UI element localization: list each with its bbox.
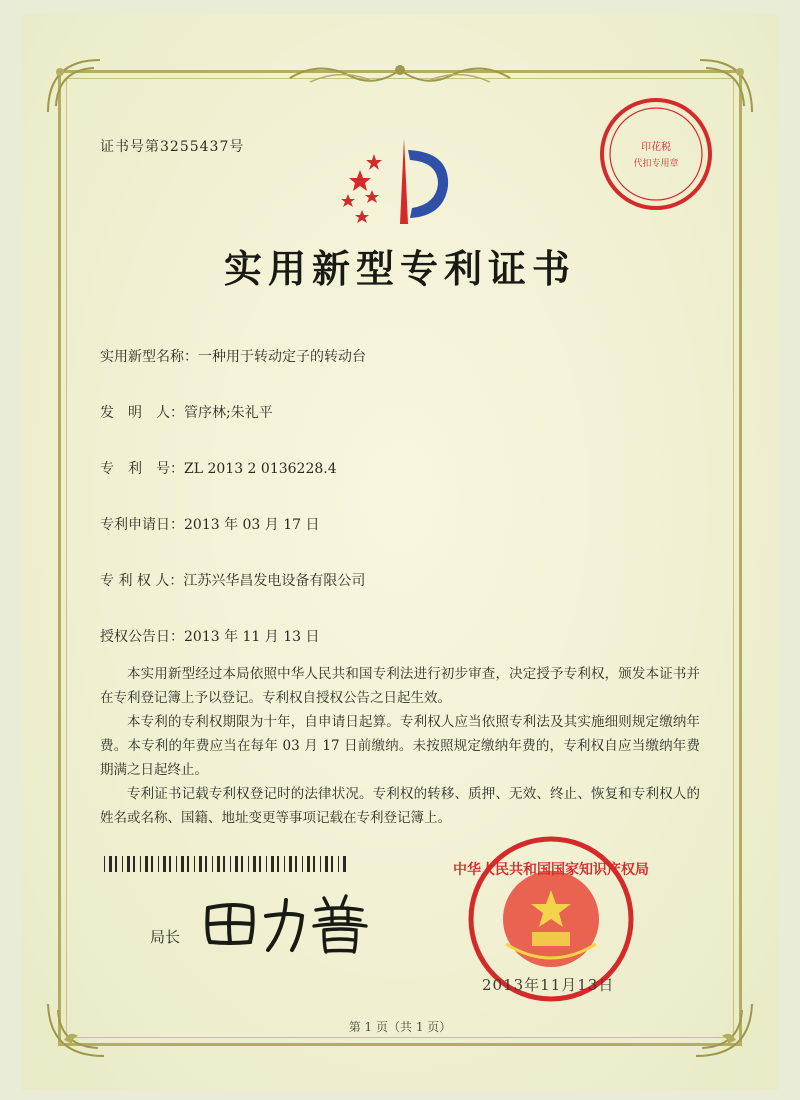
svg-text:印花税: 印花税 [641, 142, 671, 153]
field-patent-number [100, 458, 337, 478]
body-paragraph: 本专利的专利权期限为十年，自申请日起算。专利权人应当依照专利法及其实施细则规定缴纳年费。本专利的年费应当在每年 03 月 17 日前缴纳。未按照规定缴纳年费的，专利权自应当缴纳年费期满之日起终止。 [100, 714, 700, 778]
top-ornament [280, 58, 520, 92]
certificate-number-suffix: 号 [229, 139, 245, 155]
field-label: 授权公告日： [100, 629, 184, 645]
page-indicator: 第 1 页（共 1 页） [348, 1020, 452, 1034]
barcode-icon [104, 856, 348, 872]
field-value: 管序林;朱礼平 [184, 405, 273, 421]
field-value: 一种用于转动定子的转动台 [198, 349, 366, 365]
body-paragraph: 本实用新型经过本局依照中华人民共和国专利法进行初步审查，决定授予专利权，颁发本证书并在专利登记簿上予以登记。专利权自授权公告之日起生效。 [100, 666, 700, 706]
field-utility-model-name [100, 346, 366, 366]
tax-stamp-seal [596, 94, 716, 214]
patent-office-emblem-icon [338, 132, 458, 228]
field-grant-announcement-date [100, 626, 320, 646]
seal-date: 2013年11月13日 [482, 976, 615, 994]
corner-ornament-top-left [44, 56, 104, 116]
field-value: 2013 年 03 月 17 日 [184, 517, 320, 533]
field-value: 江苏兴华昌发电设备有限公司 [183, 573, 366, 589]
certificate-title: 实用新型专利证书 [223, 246, 576, 291]
director-label: 局长 [150, 928, 181, 946]
certificate-number-label: 证书号第 [100, 139, 160, 155]
body-paragraph: 专利证书记载专利权登记时的法律状况。专利权的转移、质押、无效、终止、恢复和专利权人的姓名或名称、国籍、地址变更等事项记载在专利登记簿上。 [100, 786, 700, 826]
director-signature [196, 886, 376, 956]
field-label: 专 利 权 人： [100, 573, 184, 589]
field-patentee [100, 570, 365, 590]
svg-text:代扣专用章: 代扣专用章 [633, 159, 679, 169]
field-value: ZL 2013 2 0136228.4 [184, 461, 337, 477]
field-label: 实用新型名称： [100, 349, 198, 365]
field-inventor [100, 402, 273, 422]
certificate-number-value: 3255437 [160, 139, 230, 155]
field-value: 2013 年 11 月 13 日 [184, 629, 320, 645]
field-label: 专 利 号： [100, 461, 184, 477]
field-label: 发 明 人： [100, 405, 184, 421]
certificate-number [100, 136, 244, 156]
field-application-date [100, 514, 320, 534]
svg-text:中华人民共和国国家知识产权局: 中华人民共和国国家知识产权局 [453, 862, 649, 878]
certificate-body [100, 662, 700, 830]
field-label: 专利申请日： [100, 517, 184, 533]
